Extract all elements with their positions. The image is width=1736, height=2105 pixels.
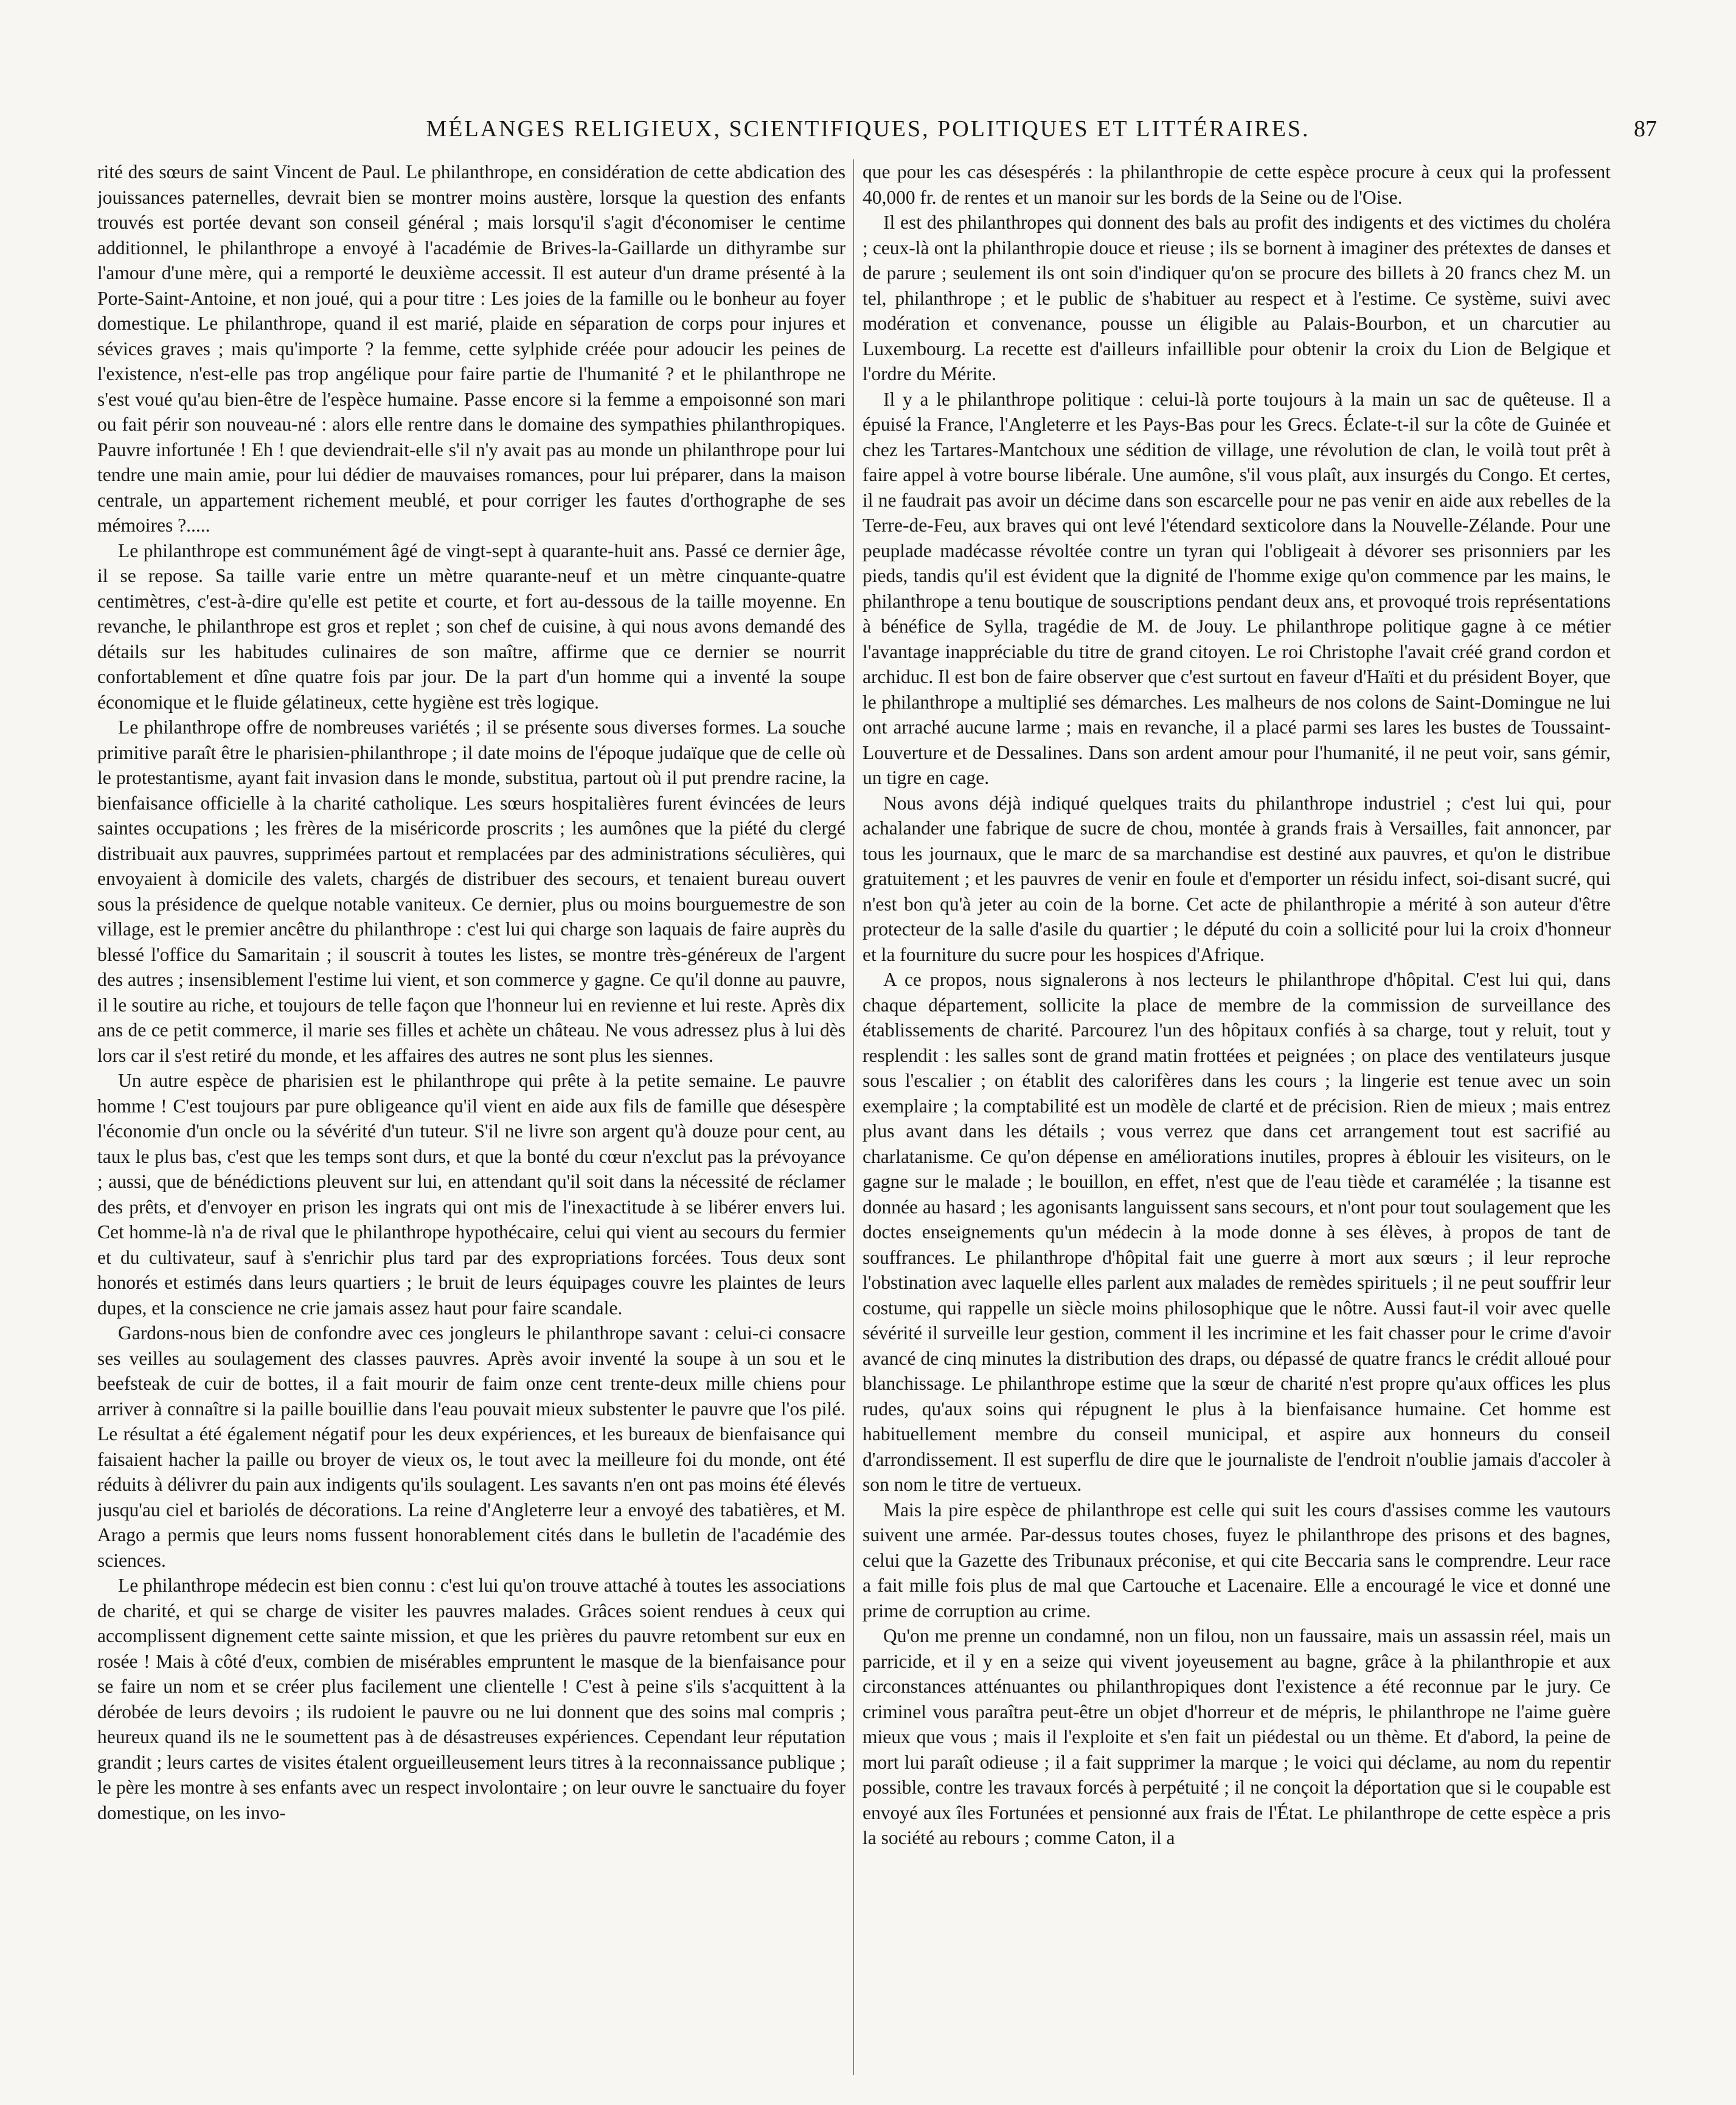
paragraph: Qu'on me prenne un condamné, non un filou, non un faussaire, mais un assassin réel, mais un parricide, et il y en a seize qui vivent joyeusement au bagne, grâce à la philanthropie et aux circonstances atténuantes ou philanthropiques dont l'existence a été reconnue par le jury. Ce criminel vous paraîtra peut-être un objet d'horreur et de mépris, le philanthrope ne l'aime guère mieux que vous ; mais il l'exploite et s'en fait un piédestal ou un thème. Et d'abord, la peine de mort lui paraît odieuse ; il a fait supprimer la marque ; le voici qui déclame, au nom du repentir possible, contre les travaux forcés à perpétuité ; il ne conçoit la déportation que si le coupable est envoyé aux îles Fortunées et pensionné aux frais de l'État. Le philanthrope de cette espèce a pris la société au rebours ; comme Caton, il a — [863, 1625, 1611, 1848]
paragraph: que pour les cas désespérés : la philanthropie de cette espèce procure à ceux qui la professent 40,000 fr. de rentes et un manoir sur les bords de la Seine ou de l'Oise. — [863, 161, 1611, 208]
running-title: MÉLANGES RELIGIEUX, SCIENTIFIQUES, POLITIQUES ET LITTÉRAIRES. — [426, 116, 1310, 142]
paragraph: Nous avons déjà indiqué quelques traits du philanthrope industriel ; c'est lui qui, pour achalander une fabrique de sucre de chou, montée à grands frais à Versailles, fait annoncer, par tous les journaux, que le marc de sa marchandise est destiné aux pauvres, et qu'on le distribue gratuitement ; et les pauvres de venir en foule et d'emporter un résidu infect, soi-disant sucré, qui n'est bon qu'à jeter au coin de la borne. Cet acte de philanthropie a mérité à son auteur d'être protecteur de la salle d'asile du quartier ; le député du coin a sollicité pour lui la croix d'honneur et la fourniture du sucre pour les hospices d'Afrique. — [863, 792, 1611, 965]
right-column — [863, 159, 1611, 2075]
paragraph: Mais la pire espèce de philanthrope est celle qui suit les cours d'assises comme les vautours suivent une armée. Par-dessus toutes choses, fuyez le philanthrope des prisons et des bagnes, celui que la Gazette des Tribunaux préconise, et qui cite Beccaria sans le comprendre. Leur race a fait mille fois plus de mal que Cartouche et Lacenaire. Elle a encouragé le vice et donné une prime de corruption au crime. — [863, 1499, 1611, 1621]
paragraph: Il y a le philanthrope politique : celui-là porte toujours à la main un sac de quêteuse. Il a épuisé la France, l'Angleterre et les Pays-Bas pour les Grecs. Éclate-t-il sur la côte de Guinée et chez les Tartares-Mantchoux une sédition de village, une révolution de clan, le voilà tout prêt à faire appel à votre bourse libérale. Une aumône, s'il vous plaît, aux insurgés du Congo. Et certes, il ne faudrait pas avoir un décime dans son escarcelle pour ne pas venir en aide aux rebelles de la Terre-de-Feu, aux braves qui ont levé l'étendard sexticolore dans la Nouvelle-Zélande. Pour une peuplade madécasse révoltée contre un tyran qui l'obligeait à dévorer ses prisonniers par les pieds, tandis qu'il est évident que la dignité de l'homme exige qu'on commence par les mains, le philanthrope a tenu boutique de souscriptions pendant deux ans, et provoqué trois représentations à bénéfice de Sylla, tragédie de M. de Jouy. Le philanthrope politique gagne à ce métier l'avantage inappréciable du titre de grand citoyen. Le roi Christophe l'avait créé grand cordon et archiduc. Il est bon de faire observer que c'est surtout en faveur d'Haïti et du président Boyer, que le philanthrope a multiplié ses démarches. Les malheurs de nos colons de Saint-Domingue ne lui ont arraché aucune larme ; mais en revanche, il a placé parmi ses lares les bustes de Toussaint-Louverture et de Dessalines. Dans son ardent amour pour l'humanité, il ne peut voir, sans gémir, un tigre en cage. — [863, 388, 1611, 788]
page-header — [79, 116, 1657, 152]
paragraph: Le philanthrope est communément âgé de vingt-sept à quarante-huit ans. Passé ce dernier âge, il se repose. Sa taille varie entre un mètre quarante-neuf et un mètre cinquante-quatre centimètres, c'est-à-dire qu'elle est petite et courte, et fort au-dessous de la taille moyenne. En revanche, le philanthrope est gros et replet ; son chef de cuisine, à qui nous avons demandé des détails sur les habitudes culinaires de son maître, affirme que ce dernier se nourrit confortablement et dîne quatre fois par jour. De la part d'un homme qui a inventé la soupe économique et le fluide gélatineux, cette hygiène est très logique. — [97, 539, 845, 713]
paragraph: Il est des philanthropes qui donnent des bals au profit des indigents et des victimes du choléra ; ceux-là ont la philanthropie douce et rieuse ; ils se bornent à imaginer des prétextes de danses et de parure ; seulement ils ont soin d'indiquer qu'on se procure des billets à 20 francs chez M. un tel, philanthrope ; et le public de s'habituer au respect et à l'estime. Ce système, suivi avec modération et convenance, pousse un éligible au Palais-Bourbon, et un charcutier au Luxembourg. La recette est d'ailleurs infaillible pour obtenir la croix du Lion de Belgique et l'ordre du Mérite. — [863, 212, 1611, 384]
column-divider — [853, 159, 854, 2075]
paragraph: A ce propos, nous signalerons à nos lecteurs le philanthrope d'hôpital. C'est lui qui, dans chaque département, sollicite la place de membre de la commission de surveillance des établissements de charité. Parcourez l'un des hôpitaux confiés à sa charge, tout y reluit, tout y resplendit : les salles sont de grand matin frottées et peignées ; on place des ventilateurs jusque sous l'escalier ; on établit des calorifères dans les cours ; la lingerie est tenue avec un soin exemplaire ; la comptabilité est un modèle de clarté et de précision. Rien de mieux ; mais entrez plus avant dans les détails ; vous verrez que dans cet arrangement tout est sacrifié au charlatanisme. Ce qu'on dépense en améliorations inutiles, propres à éblouir les visiteurs, on le gagne sur le malade ; le bouillon, en effet, n'est que de l'eau tiède et caramélée ; la tisanne est donnée au hasard ; les agonisants languissent sans secours, et n'ont pour tout soulagement que les doctes enseignements qu'un médecin à la mode donne à ses élèves, à propos de tant de souffrances. Le philanthrope d'hôpital fait une guerre à mort aux sœurs ; il leur reproche l'obstination avec laquelle elles parlent aux malades de remèdes spirituels ; il ne peut souffrir leur costume, qui rappelle un siècle moins philosophique que le nôtre. Aussi faut-il voir avec quelle sévérité il surveille leur gestion, comment il les incrimine et les fait chasser pour le crime d'avoir avancé de cinq minutes la distribution des draps, ou dépassé de quatre francs le crédit alloué pour blanchissage. Le philanthrope estime que la sœur de charité n'est propre qu'aux offices les plus rudes, qu'aux soins qui répugnent le plus à la bienfaisance humaine. Cet homme est habituellement membre du conseil municipal, et aspire aux honneurs du conseil d'arrondissement. Il est superflu de dire que le journaliste de l'endroit n'oublie jamais d'accoler à son nom le titre de vertueux. — [863, 969, 1611, 1495]
paragraph: Un autre espèce de pharisien est le philanthrope qui prête à la petite semaine. Le pauvre homme ! C'est toujours par pure obligeance qu'il vient en aide aux fils de famille que désespère l'économie d'un oncle ou la sévérité d'un tuteur. S'il ne livre son argent qu'à douze pour cent, au taux le plus bas, c'est que les temps sont durs, et que la bonté du cœur n'exclut pas la prévoyance ; aussi, que de bénédictions pleuvent sur lui, en attendant qu'il soit dans la nécessité de réclamer des prêts, et d'envoyer en prison les ingrats qui ont mis de l'inexactitude à se libérer envers lui. Cet homme-là n'a de rival que le philanthrope hypothécaire, celui qui vient au secours du fermier et du cultivateur, sauf à s'enrichir plus tard par des expropriations forcées. Tous deux sont honorés et estimés dans leurs quartiers ; le bruit de leurs équipages couvre les plaintes de leurs dupes, et la conscience ne crie jamais assez haut pour faire scandale. — [97, 1070, 845, 1319]
paragraph: Le philanthrope offre de nombreuses variétés ; il se présente sous diverses formes. La souche primitive paraît être le pharisien-philanthrope ; il date moins de l'époque judaïque que de celle où le protestantisme, ayant fait invasion dans le monde, substitua, partout où il put prendre racine, la bienfaisance officielle à la charité catholique. Les sœurs hospitalières furent évincées de leurs saintes occupations ; les frères de la miséricorde proscrits ; les aumônes que la piété du clergé distribuait aux pauvres, supprimées partout et remplacées par des administrations séculières, qui envoyaient à domicile des valets, chargés de distribuer des secours, et tenaient bureau ouvert sous la présidence de quelque notable vaniteux. Ce dernier, plus ou moins bourguemestre de son village, est le premier ancêtre du philanthrope : c'est lui qui charge son laquais de faire auprès du blessé l'office du Samaritain ; il souscrit à toutes les listes, se montre très-généreux de l'argent des autres ; insensiblement l'estime lui vient, et son commerce y gagne. Ce qu'il donne au pauvre, il le soutire au riche, et toujours de telle façon que l'honneur lui en revienne et lui reste. Après dix ans de ce petit commerce, il marie ses filles et achète un château. Ne vous adressez plus à lui dès lors car il s'est retiré du monde, et les affaires des autres ne sont plus les siennes. — [97, 716, 845, 1066]
paragraph: rité des sœurs de saint Vincent de Paul. Le philanthrope, en considération de cette abdication des jouissances paternelles, devrait bien se montrer moins austère, lorsque la question des enfants trouvés est portée devant son conseil général ; mais lorsqu'il s'agit d'économiser le centime additionnel, le philanthrope a envoyé à l'académie de Brives-la-Gaillarde un dithyrambe sur l'amour d'une mère, qui a remporté le deuxième accessit. Il est auteur d'un drame présenté à la Porte-Saint-Antoine, et non joué, qui a pour titre : Les joies de la famille ou le bonheur au foyer domestique. Le philanthrope, quand il est marié, plaide en séparation de corps pour injures et sévices graves ; mais qu'importe ? la femme, cette sylphide créée pour adoucir les peines de l'existence, n'est-elle pas trop angélique pour faire partie de l'humanité ? et le philanthrope ne s'est voué qu'au bien-être de l'espèce humaine. Passe encore si la femme a empoisonné son mari ou fait périr son nouveau-né : alors elle rentre dans le domaine des sympathies philanthropiques. Pauvre infortunée ! Eh ! que deviendrait-elle s'il n'y avait pas au monde un philanthrope pour lui tendre une main amie, pour lui dédier de mauvaises romances, pour lui préparer, dans la maison centrale, un appartement richement meublé, et pour corriger les fautes d'orthographe de ses mémoires ?..... — [97, 161, 845, 536]
left-column — [97, 159, 845, 2075]
paragraph: Gardons-nous bien de confondre avec ces jongleurs le philanthrope savant : celui-ci consacre ses veilles au soulagement des classes pauvres. Après avoir inventé la soupe à un sou et le beefsteak de cuir de bottes, il a fait mourir de faim onze cent trente-deux mille chiens pour arriver à connaître si la paille bouillie dans l'eau pouvait mieux substenter le pauvre que l'os pilé. Le résultat a été également négatif pour les deux expériences, et les bureaux de bienfaisance qui faisaient hacher la paille ou broyer de vieux os, le tout avec la meilleure foi du monde, ont été réduits à délivrer du pain aux indigents qu'ils soulagent. Les savants n'en ont pas moins été élevés jusqu'au ciel et bariolés de décorations. La reine d'Angleterre leur a envoyé des tabatières, et M. Arago a permis que leurs noms fussent honorablement cités dans le bulletin de l'académie des sciences. — [97, 1322, 845, 1571]
page-number: 87 — [1634, 116, 1657, 142]
paragraph: Le philanthrope médecin est bien connu : c'est lui qu'on trouve attaché à toutes les associations de charité, et qui se charge de visiter les pauvres malades. Grâces soient rendues à ceux qui accomplissent dignement cette sainte mission, et que les prières du pauvre retombent sur eux en rosée ! Mais à côté d'eux, combien de misérables empruntent le masque de la bienfaisance pour se faire un nom et se créer plus facilement une clientelle ! C'est à peine s'ils s'acquittent à la dérobée de leurs devoirs ; ils rudoient le pauvre ou ne lui donnent que des soins mal compris ; heureux quand ils ne le soumettent pas à de désastreuses expériences. Cependant leur réputation grandit ; leurs cartes de visites étalent orgueilleusement leurs titres à la reconnaissance publique ; le père les montre à ses enfants avec un respect involontaire ; on leur ouvre le sanctuaire du foyer domestique, on les invo- — [97, 1575, 845, 1823]
